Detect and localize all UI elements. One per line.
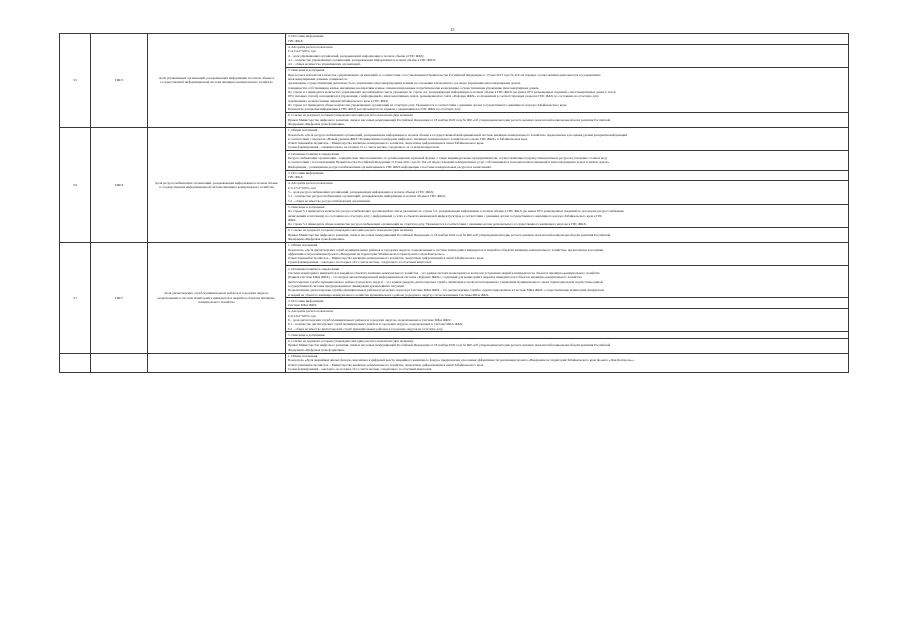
- row-number-cell: 3.6: [60, 127, 91, 242]
- section-text-line: Диспетчерская служба муниципального района (городского округа) – это единая дежурно-диспетчерская служба, являющаяся органом повседневного управления муниципального звена территориальной подсистемы единой: [288, 279, 603, 284]
- section-text-line: товарищества собственников жилья, жилищные кооперативы и иные специализированные потребительские кооперативы, осуществляющие управление многоквартирным домом.: [288, 85, 540, 90]
- section-heading: 6. Ссылка на документ, которым утверждена методика расчета показателя (при наличии).: [288, 339, 414, 344]
- section-heading: 3. Источник информации: [288, 170, 324, 175]
- section-text-line: Ответственный исполнитель – Министерство жилищно-коммунального хозяйства, энергетики, цифровизации и связи Забайкальского края.: [288, 141, 484, 146]
- section-text-line: 5.2 – общее количество ресурсоснабжающих организаций.: [288, 198, 371, 203]
- section-text-line: в соответствии с постановлением Правительства Российской Федерации от 6 мая 2011 года № 354 «О предоставлении коммунальных услуг собственникам и пользователям помещений в многоквартирных домах и жилых домов».: [288, 160, 610, 165]
- section-text-line: (Единая Система МКА ЖКХ) – это модуль автоматизированной информационной системы «Реформа ЖКХ», созданный для мониторинга аварий и инцидентов на объектах жилищно-коммунального хозяйства.: [288, 275, 583, 280]
- section-text-line: По строке 5.1 приводится количество ресурсоснабжающих организаций из числа указанных по строке 5.2, раскрывающих информацию в полном объеме в ГИС ЖКХ (не менее 95% размещенных сведений по договорам ресурсоснабжения,: [288, 209, 625, 214]
- section-text-line: I=6.1/6.2*100%, где:: [288, 313, 317, 318]
- indicator-code-cell: ГЖС7: [91, 242, 148, 353]
- section-text-line: ГИС ЖКХ: [288, 38, 303, 43]
- section-text-line: государственной системы предупреждения и ликвидации чрезвычайных ситуаций.: [288, 283, 405, 288]
- description-section: [286, 205, 848, 228]
- description-section: [286, 68, 848, 113]
- indicator-code-cell: ГЖС6: [91, 127, 148, 242]
- section-heading: 4. Алгоритм расчета показателя:: [288, 309, 334, 314]
- section-heading: 5. Описание и допущения.: [288, 332, 326, 337]
- section-text-line: эффективности реализации проекта «Внедрение на территории Забайкальского края проекта «Дом.Контроль»».: [288, 251, 446, 256]
- section-text-line: При расчете показателя в качестве «управляющих организаций» в соответствии с постановлением Правительства Российской Федерации от 15 мая 2013 года № 416 «О порядке осуществления деятельности по управлению: [288, 72, 601, 77]
- section-heading: 6. Ссылка на документ, которым утверждена методика расчета показателя (при наличии): [288, 113, 413, 118]
- section-text-line: I=5.1/5.2*100%, где:: [288, 185, 317, 190]
- section-heading: 5. Описание и допущения: [288, 204, 325, 209]
- section-text-line: Сроки формирования – ежегодно, не позднее 10-го числа месяца, следующего за отчетным кварталом.: [288, 260, 433, 265]
- section-heading: 3. Источник информации: [288, 34, 324, 39]
- section-text-line: 6.1 – количество диспетчерских служб муниципальных районов и городских округов, подключенных к Системе МКА ЖКХ;: [288, 322, 464, 327]
- section-text-line: 6 – доля диспетчерских служб муниципальных районов и городских округов, подключенных к Системе МКА ЖКХ;: [288, 318, 452, 322]
- description-section: [286, 298, 848, 309]
- description-section: [286, 266, 848, 298]
- description-section: [286, 151, 848, 170]
- section-text-line: Федерации «Цифровая трансформация».: [288, 237, 346, 242]
- section-text-line: Система мониторинга инцидентов и аварий на объектах жилищно-коммунального хозяйства – это единая система мониторинга и контроля устранения аварий и инцидентов на объектах жилищно-коммунального хозяйства: [288, 271, 600, 276]
- table-row: [60, 242, 849, 353]
- description-section: [286, 243, 848, 266]
- section-heading: 6. Ссылка на документ, которым утверждена методика расчета показателя (при наличии): [288, 228, 413, 233]
- indicator-description-cell: [286, 34, 849, 128]
- section-heading: 1. Общие положения.: [288, 354, 319, 359]
- indicator-code-cell: [91, 353, 148, 372]
- indicator-description-cell: [286, 353, 849, 372]
- description-section: [286, 181, 848, 204]
- section-text-line: Ресурсоснабжающие организации – юридические лица независимо от организационно-правовой формы, а также индивидуальные предприниматели, осуществляющие продажу коммунальных ресурсов (отведение сточных вод): [288, 156, 607, 161]
- section-text-line: 6.2 – общее количество диспетчерских служб муниципальных районов и городских округов на отчетную дату.: [288, 326, 444, 331]
- section-text-line: Ответственный исполнитель – Министерство жилищно-коммунального хозяйства, энергетики, цифровизации и связи Забайкальского края.: [288, 362, 484, 367]
- indicators-table: [59, 33, 849, 373]
- section-text-line: Федерации «Цифровая трансформация».: [288, 121, 346, 126]
- section-text-line: Ответственный исполнитель – Министерство жилищно-коммунального хозяйства, энергетики, цифровизации и связи Забайкальского края.: [288, 256, 484, 261]
- section-text-line: I=4.1/4.2*100%, где:: [288, 49, 317, 54]
- description-section: [286, 354, 848, 372]
- section-text-line: ЖКХ.: [288, 217, 297, 222]
- description-section: [286, 128, 848, 151]
- section-text-line: По строке 5.2 приводится общее количество ресурсоснабжающих организаций на отчетную дату. Указываются в соответствии с данными органа регионального государственного жилищного надзора в ГИС ЖКХ.: [288, 222, 587, 227]
- section-text-line: 95% типовых статей), находящихся в управлении, с информацией о многоквартирных домах, размещенной на сайте «Реформа ЖКХ» и отраженной в соответствующих разделах ГИС ЖКХ по состоянию на отчетную дату.: [288, 94, 600, 99]
- row-number-cell: 3.5: [60, 34, 91, 128]
- section-text-line: многоквартирными домами» понимаются:: [288, 77, 348, 82]
- table-row: [60, 127, 849, 242]
- section-text-line: 5 – доля ресурсоснабжающих организаций, раскрывающих информацию в полном объеме в ГИС ЖКХ;: [288, 190, 435, 195]
- section-text-line: Приказ Министерства цифрового развития, связи и массовых коммуникаций Российской Федерации от 18 ноября 2020 года № 600 «Об утверждении методик расчета целевых показателей национальной цели развития Российской: [288, 232, 611, 237]
- row-number-cell: [60, 353, 91, 372]
- description-section: [286, 171, 848, 182]
- section-text-line: организации, осуществляющие деятельность по управлению многоквартирными домами на основании заключенного договора управления многоквартирным домом,: [288, 81, 521, 86]
- row-number-cell: 3.7: [60, 242, 91, 353]
- description-section: [286, 228, 848, 242]
- section-heading: 3. Источник информации: [288, 298, 324, 303]
- section-text-line: 4 – доля управляющих организаций, раскрывающих информацию в полном объеме в ГИС ЖКХ;: [288, 53, 425, 58]
- page-number: 45: [450, 27, 455, 32]
- section-text-line: Подключенные диспетчерские службы муниципальных районов (городских округов) к Системе МКА ЖКХ – это диспетчерские службы, зарегистрированные в Системе МКА ЖКХ, осуществляющие мониторинг инцидентов: [288, 288, 605, 293]
- section-text-line: в соответствии с проектом «Новый уровень ЖКХ: Формирование платформы цифрового жилищно-коммунального хозяйства на основе ГИС ЖКХ» в Забайкальском крае.: [288, 136, 529, 141]
- section-text-line: По строке 4.2 приводится общее количество управляющих организаций на отчетную дату. Указываются в соответствии с данными органа государственного жилищного надзора Забайкальского края.: [288, 102, 567, 107]
- indicator-name-cell: Доля ресурсоснабжающих организаций, раскрывающих информацию в полном объеме в государственной информационной системе жилищно-коммунального хозяйства: [148, 127, 286, 242]
- indicator-description-cell: [286, 242, 849, 353]
- description-section: [286, 309, 848, 332]
- indicator-name-cell: Доля диспетчерских служб муниципальных районов и городских округов, подключенных к системе мониторинга инцидентов и аварий на объектах жилищно-коммунального хозяйства: [148, 242, 286, 353]
- section-heading: 2. Основные понятия и определения: [288, 151, 339, 156]
- section-text-line: Показатель «Доля ресурсоснабжающих организаций, раскрывающих информацию в полном объеме в государственной информационной системе жилищно-коммунального хозяйства» предназначен для оценки уровня раскрытия информации: [288, 132, 628, 137]
- section-heading: 1. Общие положения: [288, 243, 318, 248]
- section-heading: 4. Алгоритм расчета показателя: [288, 44, 333, 49]
- section-text-line: Приказ Министерства цифрового развития, связи и массовых коммуникаций Российской Федерации от 18 ноября 2020 года № 600 «Об утверждении методик расчета целевых показателей национальной цели развития Российской: [288, 117, 611, 122]
- section-text-line: и аварий на объектах жилищно-коммунального хозяйства муниципального района (городского округа) с использованием Системы МКА ЖКХ.: [288, 292, 490, 297]
- description-section: [286, 45, 848, 68]
- section-text-line: начислениям и платежам) по состоянию на отчетную дату с информацией о сетях и объектах инженерной инфраструктуры в соответствии с данными органа государственного жилищного надзора Забайкальского края в ГИС: [288, 213, 603, 218]
- section-text-line: 4.1 – количество управляющих организаций, раскрывающих информацию в полном объеме в ГИС ЖКХ;: [288, 57, 436, 62]
- section-text-line: Информация – размещенная ресурсоснабжающими организациями в ГИС ЖКХ информация о поставке коммунальных ресурсов и начислениях.: [288, 164, 492, 169]
- table-body: [60, 34, 849, 373]
- section-text-line: Система МКА ЖКХ.: [288, 303, 318, 308]
- indicator-name-cell: [148, 353, 286, 372]
- section-text-line: 4.2 – общее количество управляющих организаций.: [288, 62, 361, 67]
- indicator-name-cell: Доля управляющих организаций, раскрывающих информацию в полном объеме в государственной информационной системе жилищно-коммунального хозяйства: [148, 34, 286, 128]
- section-text-line: По строке 4.1 приводится количество управляющих организаций из числа указанных по строке 4.2, раскрывающих информацию в полном объеме в ГИС ЖКХ (не менее 95% размещенных сведений о многоквартирных домах в части: [288, 89, 616, 94]
- section-text-line: Приказ Министерства цифрового развития, связи и массовых коммуникаций Российской Федерации от 18 ноября 2020 года № 600 «Об утверждении методик расчета целевых показателей национальной цели развития Российской: [288, 343, 611, 348]
- indicator-code-cell: ГЖС5: [91, 34, 148, 128]
- section-text-line: Показатель «Доля диспетчерских служб муниципальных районов и городских округов, подключенных к системе мониторинга инцидентов и аварий на объектах жилищно-коммунального хозяйства» предназначен для оценки: [288, 247, 604, 252]
- description-section: [286, 113, 848, 127]
- table-row: [60, 353, 849, 372]
- description-section: [286, 34, 848, 45]
- section-heading: 5. Описание и допущения: [288, 68, 325, 73]
- section-text-line: 5.1 – количество ресурсоснабжающих организаций, раскрывающих информацию в полном объеме в ГИС ЖКХ;: [288, 194, 446, 199]
- section-text-line: ГИС ЖКХ: [288, 175, 303, 180]
- indicator-description-cell: [286, 127, 849, 242]
- section-heading: 2. Основные понятия и определения: [288, 266, 339, 271]
- description-section: [286, 339, 848, 353]
- section-text-line: Показатель раскрытия информации в ГИС ЖКХ рассчитывается по данным, содержащимся в ГИС ЖКХ на отчетную дату.: [288, 107, 462, 112]
- section-heading: 4. Алгоритм расчета показателя: [288, 181, 333, 186]
- section-heading: 1. Общие положения: [288, 128, 318, 133]
- section-text-line: Сроки формирования – ежегодно, не позднее 10-го числа месяца, следующего за отчетным кварталом.: [288, 366, 433, 371]
- table-row: [60, 34, 849, 128]
- section-text-line: Федерации «Цифровая трансформация».: [288, 347, 346, 352]
- section-text-line: подписанных должностными лицами Забайкальского края в ГИС ЖКХ.: [288, 98, 389, 103]
- section-text-line: Сроки формирования – ежеквартально, не позднее 15-го числа месяца, следующего за отчетным кварталом.: [288, 145, 440, 150]
- section-text-line: Показатель «Доля аварийных жилых фондов, внесенных в цифровой реестр аварийного жилищного фонда» предназначен для оценки эффективности реализации проекта «Внедрение на территории Забайкальского края проекта «Дом.Контроль»».: [288, 358, 635, 363]
